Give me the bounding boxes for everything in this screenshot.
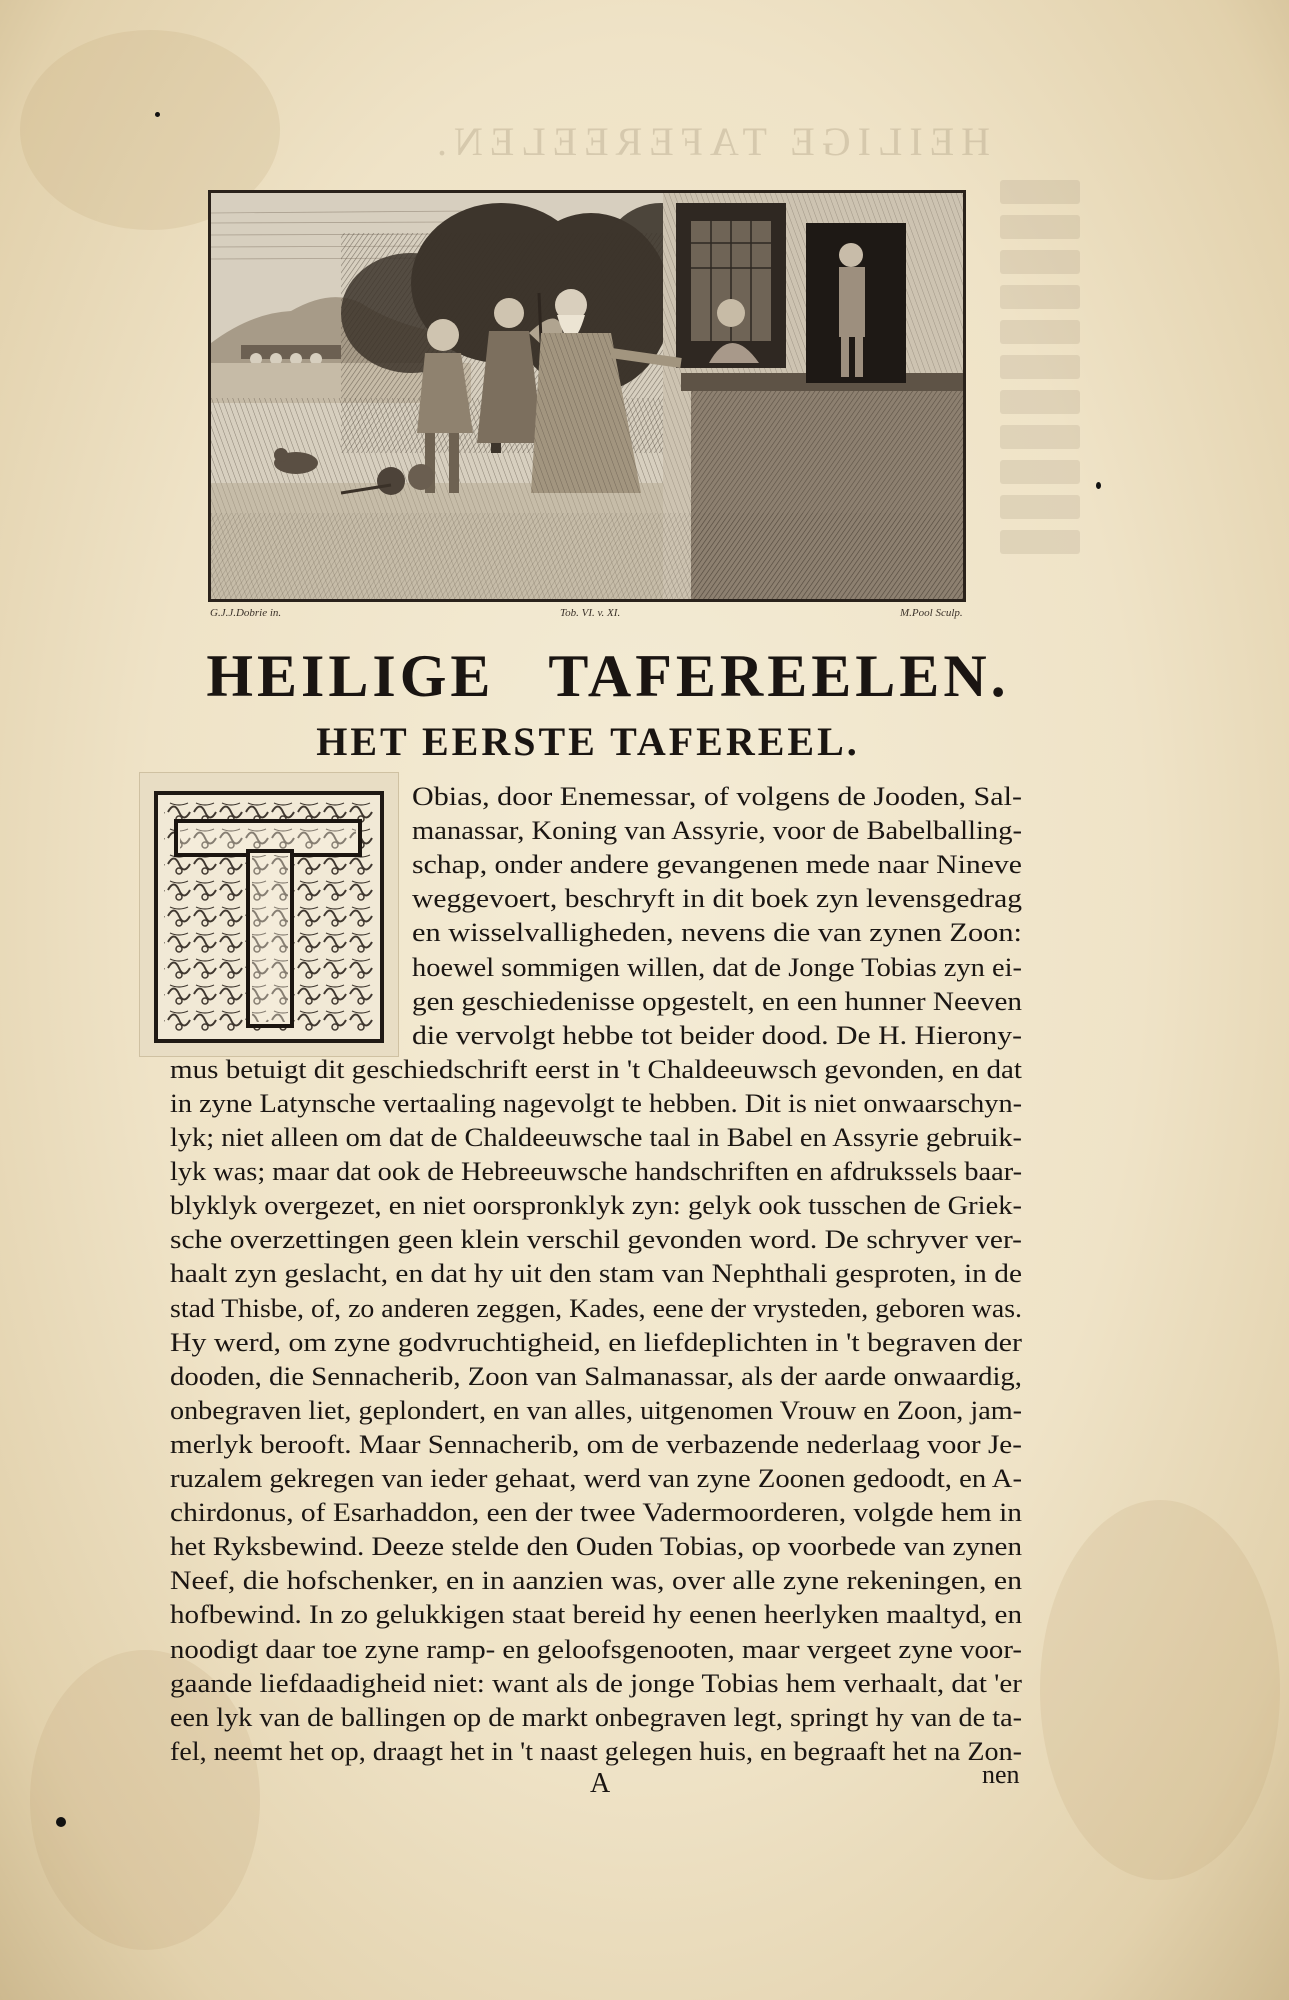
bleed-through-line [1000,180,1080,204]
plate-caption-artist: G.J.J.Dobrie in. [210,607,282,619]
text-line: merlyk berooft. Maar Sennacherib, om de verbazende nederlaag voor Je- [170,1428,1022,1459]
initial-letter [140,773,141,774]
bleed-through-line [1000,355,1080,379]
text-line: manassar, Koning van Assyrie, voor de Babelballing- [412,815,1022,846]
text-line: sche overzettingen geen klein verschil gevonden word. De schryver ver- [170,1224,1022,1255]
text-line: blyklyk overgezet, en niet oorspronklyk zyn: gelyk ook tusschen de Griek- [170,1190,1023,1221]
text-line: Hy werd, om zyne godvruchtigheid, en liefdeplichten in 't begraven der [170,1326,1022,1357]
decorated-initial [140,773,398,1056]
text-line: een lyk van de ballingen op de markt onbegraven legt, springt hy van de ta- [170,1701,1023,1732]
engraving-illustration [211,193,963,599]
text-line: en wisselvalligheden, nevens die van zynen Zoon: [412,917,1022,948]
bleed-through-line [1000,425,1080,449]
text-line: Obias, door Enemessar, of volgens de Jooden, Sal- [412,781,1022,811]
text-line: hofbewind. In zo gelukkigen staat bereid hy eenen heerlyken maaltyd, en [170,1599,1023,1630]
text-line: mus betuigt dit geschiedschrift eerst in 't Chaldeeuwsch gevonden, en dat [170,1053,1023,1084]
page-title: HEILIGE TAFEREELEN. [206,643,1010,709]
paper-stain [1040,1500,1280,1880]
bleed-through-line [1000,285,1080,309]
engraving-plate [208,190,966,602]
text-line: dooden, die Sennacherib, Zoon van Salmanassar, als der aarde onwaardig, [170,1360,1022,1391]
bleed-through-line [1000,250,1080,274]
plate-caption-reference: Tob. VI. v. XI. [560,607,621,619]
bleed-through-line [1000,215,1080,239]
text-line: haalt zyn geslacht, en dat hy uit den stam van Nephthali gesproten, in de [170,1258,1022,1289]
ink-spot [155,112,160,117]
text-line: het Ryksbewind. Deeze stelde den Ouden Tobias, op voorbede van zynen [170,1531,1022,1562]
text-line: onbegraven liet, geplondert, en van alles, uitgenomen Vrouw en Zoon, jam- [170,1394,1022,1425]
text-line: noodigt daar toe zyne ramp- en geloofsgenooten, maar vergeet zyne voor- [170,1633,1022,1664]
signature-mark: A [590,1768,611,1799]
text-line: die vervolgt hebbe tot beider dood. De H. Hierony- [412,1019,1022,1050]
text-line: weggevoert, beschryft in dit boek zyn levensgedrag [412,883,1022,914]
text-line: chirdonus, of Esarhaddon, een der twee Vadermoorderen, volgde hem in [170,1497,1022,1528]
page-subtitle: HET EERSTE TAFEREEL. [316,719,860,764]
bleed-through-heading: HEILIGE TAFEREELEN. [429,119,991,164]
text-line: Neef, die hofschenker, en in aanzien was, over alle zyne rekeningen, en [170,1565,1022,1596]
text-line: lyk; niet alleen om dat de Chaldeeuwsche taal in Babel en Assyrie gebruik- [170,1122,1022,1152]
bleed-through-line [1000,320,1080,344]
ornament-icon [140,773,398,1056]
bleed-through-line [1000,460,1080,484]
text-line: lyk was; maar dat ook de Hebreeuwsche handschriften en afdrukssels baar- [170,1156,1022,1187]
text-line: schap, onder andere gevangenen mede naar Nineve [412,849,1022,880]
plate-caption-engraver: M.Pool Sculp. [900,607,963,619]
text-line: ruzalem gekregen van ieder gehaat, werd van zyne Zoonen gedoodt, en A- [170,1463,1022,1493]
text-line: hoewel sommigen willen, dat de Jonge Tobias zyn ei- [412,951,1022,982]
catchword: nen [982,1760,1020,1789]
ink-spot [56,1817,66,1827]
text-line: fel, neemt het op, draagt het in 't naast gelegen huis, en begraaft het na Zon- [170,1735,1022,1766]
text-line: gen geschiedenisse opgestelt, en een hunner Neeven [412,985,1022,1016]
bleed-through-line [1000,390,1080,414]
bleed-through-line [1000,530,1080,554]
text-line: gaande liefdaadigheid niet: want als de jonge Tobias hem verhaalt, dat 'er [170,1667,1023,1698]
ink-spot [1096,482,1101,489]
bleed-through-line [1000,495,1080,519]
text-line: stad Thisbe, of, zo anderen zeggen, Kades, eene der vrysteden, geboren was. [170,1292,1022,1323]
text-line: in zyne Latynsche vertaaling nagevolgt te hebben. Dit is niet onwaarschyn- [170,1087,1022,1118]
